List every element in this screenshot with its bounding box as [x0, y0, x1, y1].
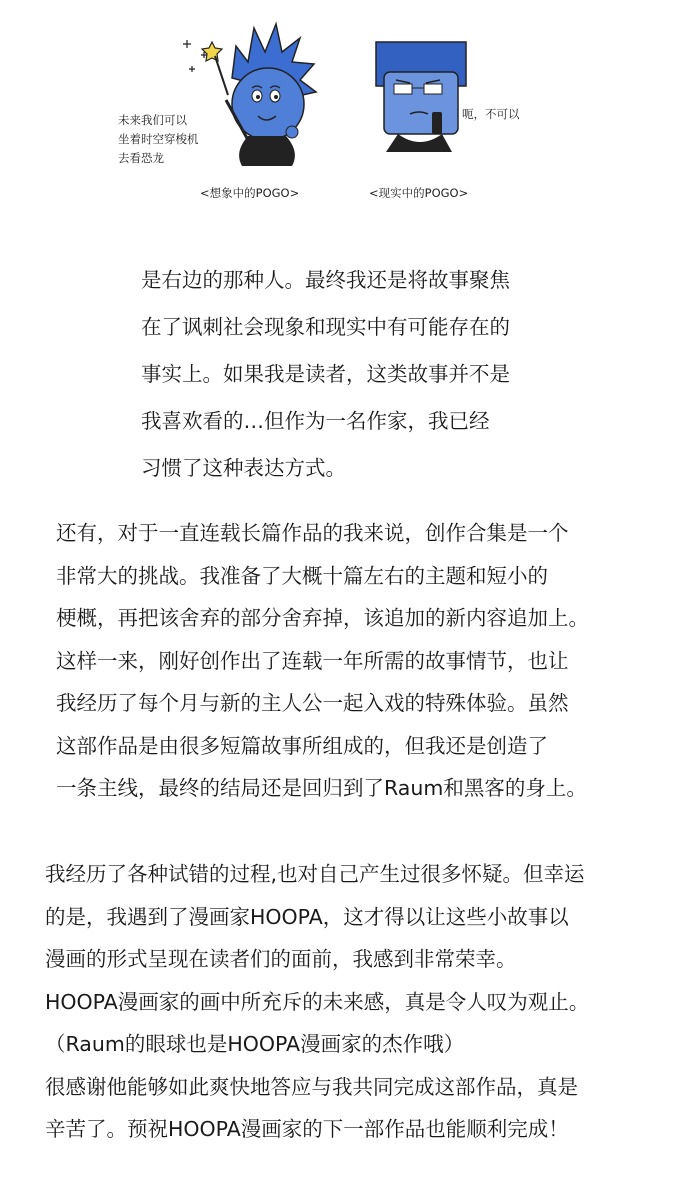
- text-line: 辛苦了。预祝HOOPA漫画家的下一部作品也能顺利完成！: [45, 1117, 569, 1141]
- text-line: 还有，对于一直连载长篇作品的我来说，创作合集是一个: [56, 521, 569, 545]
- text-line: 事实上。如果我是读者，这类故事并不是: [141, 362, 510, 386]
- text-line: 这部作品是由很多短篇故事所组成的，但我还是创造了: [56, 733, 548, 758]
- text-line: HOOPA漫画家的画中所充斥的未来感，真是令人叹为观止。: [45, 989, 590, 1014]
- text-line: 一条主线，最终的结局还是回归到了Raum和黑客的身上。: [56, 776, 587, 800]
- svg-text:坐着时空穿梭机: 坐着时空穿梭机: [118, 132, 199, 146]
- text-line: 很感谢他能够如此爽快地答应与我共同完成这部作品，真是: [45, 1074, 578, 1099]
- text-line: 我喜欢看的…但作为一名作家，我已经: [141, 409, 490, 433]
- imagined-pogo-caption: <想象中的POGO>: [200, 186, 300, 200]
- paragraph-1: [141, 257, 510, 492]
- paragraph-2: [56, 512, 589, 810]
- imagined-pogo-figure: [183, 24, 316, 166]
- text-line: 非常大的挑战。我准备了大概十篇左右的主题和短小的: [56, 563, 548, 588]
- real-pogo-caption: <现实中的POGO>: [369, 186, 469, 200]
- svg-text:未来我们可以: 未来我们可以: [118, 113, 187, 127]
- real-pogo-figure: [376, 42, 466, 152]
- text-line: 这样一来，刚好创作出了连载一年所需的故事情节，也让: [56, 648, 569, 673]
- text-line: 我经历了各种试错的过程,也对自己产生过很多怀疑。但幸运: [45, 862, 585, 886]
- text-line: 习惯了这种表达方式。: [141, 456, 346, 480]
- real-pogo-speech: 呃，不可以: [462, 107, 520, 121]
- text-line: 是右边的那种人。最终我还是将故事聚焦: [141, 268, 510, 292]
- comic-illustration: [0, 0, 690, 215]
- text-line: 漫画的形式呈现在读者们的面前，我感到非常荣幸。: [45, 947, 517, 971]
- text-line: （Raum的眼球也是HOOPA漫画家的杰作哦）: [45, 1032, 465, 1056]
- paragraph-3: [45, 853, 589, 1151]
- text-line: 的是，我遇到了漫画家HOOPA，这才得以让这些小故事以: [45, 904, 569, 929]
- imagined-pogo-speech: [118, 113, 199, 165]
- svg-text:去看恐龙: 去看恐龙: [118, 151, 164, 165]
- text-line: 在了讽刺社会现象和现实中有可能存在的: [141, 315, 510, 339]
- text-line: 我经历了每个月与新的主人公一起入戏的特殊体验。虽然: [56, 691, 569, 715]
- text-line: 梗概，再把该舍弃的部分舍弃掉，该追加的新内容追加上。: [56, 606, 589, 630]
